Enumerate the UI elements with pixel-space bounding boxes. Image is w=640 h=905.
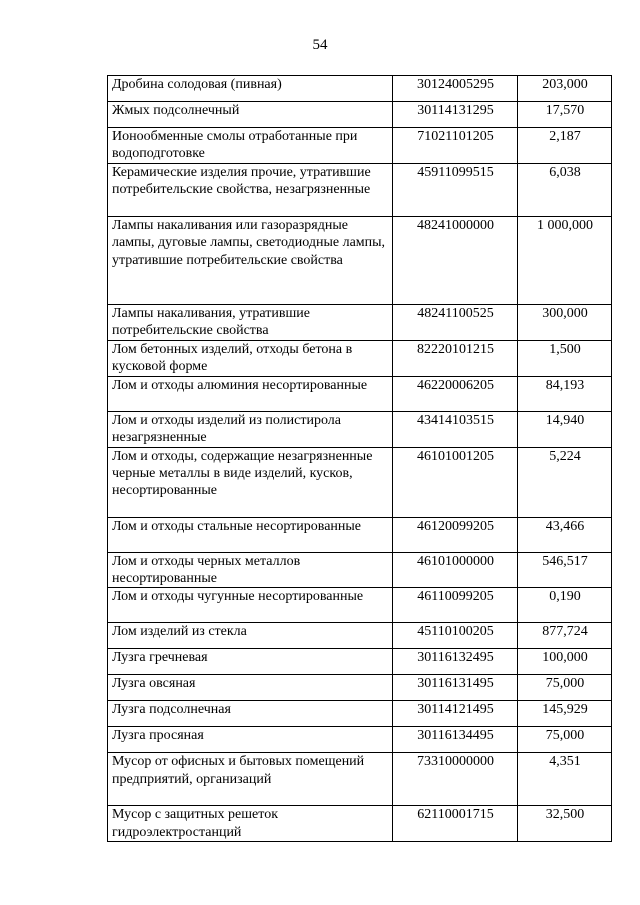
waste-code-cell: 46101001205 — [393, 447, 518, 517]
table-row — [108, 217, 612, 305]
waste-code-cell: 30124005295 — [393, 76, 518, 102]
waste-value-cell: 546,517 — [518, 552, 612, 588]
waste-code-cell: 73310000000 — [393, 753, 518, 806]
waste-name-cell: Мусор с защитных решеток гидроэлектростанций — [108, 806, 393, 842]
waste-code-cell: 30116134495 — [393, 727, 518, 753]
waste-value-cell: 17,570 — [518, 102, 612, 128]
table-row — [108, 753, 612, 806]
waste-value-cell: 14,940 — [518, 411, 612, 447]
waste-name-cell: Лом и отходы алюминия несортированные — [108, 376, 393, 411]
waste-code-cell: 30116131495 — [393, 675, 518, 701]
waste-name-cell: Лузга овсяная — [108, 675, 393, 701]
waste-value-cell: 4,351 — [518, 753, 612, 806]
waste-name-cell: Лом и отходы чугунные несортированные — [108, 588, 393, 623]
waste-name-cell: Лампы накаливания или газоразрядные лампы, дуговые лампы, светодиодные лампы, утратившие потребительские свойства — [108, 217, 393, 305]
waste-name-cell: Лом и отходы, содержащие незагрязненные черные металлы в виде изделий, кусков, несортированные — [108, 447, 393, 517]
table-row — [108, 164, 612, 217]
waste-code-cell: 30114131295 — [393, 102, 518, 128]
page-number: 54 — [312, 37, 328, 53]
table-row — [108, 649, 612, 675]
waste-value-cell: 203,000 — [518, 76, 612, 102]
waste-code-cell: 45110100205 — [393, 623, 518, 649]
waste-name-cell: Лом и отходы черных металлов несортированные — [108, 552, 393, 588]
waste-code-cell: 48241000000 — [393, 217, 518, 305]
waste-name-cell: Лом и отходы изделий из полистирола незагрязненные — [108, 411, 393, 447]
waste-code-cell: 30116132495 — [393, 649, 518, 675]
waste-code-cell: 46220006205 — [393, 376, 518, 411]
waste-name-cell: Жмых подсолнечный — [108, 102, 393, 128]
waste-name-cell: Лом бетонных изделий, отходы бетона в кусковой форме — [108, 341, 393, 377]
table-row — [108, 806, 612, 842]
table-row — [108, 727, 612, 753]
table-row — [108, 701, 612, 727]
table-row — [108, 588, 612, 623]
waste-code-cell: 43414103515 — [393, 411, 518, 447]
waste-name-cell: Лузга просяная — [108, 727, 393, 753]
waste-value-cell: 75,000 — [518, 727, 612, 753]
table-row — [108, 675, 612, 701]
waste-value-cell: 2,187 — [518, 128, 612, 164]
waste-name-cell: Лузга подсолнечная — [108, 701, 393, 727]
waste-value-cell: 100,000 — [518, 649, 612, 675]
waste-code-cell: 30114121495 — [393, 701, 518, 727]
table-row — [108, 376, 612, 411]
waste-value-cell: 84,193 — [518, 376, 612, 411]
table-row — [108, 305, 612, 341]
waste-code-cell: 82220101215 — [393, 341, 518, 377]
waste-code-cell: 46101000000 — [393, 552, 518, 588]
waste-table — [107, 75, 612, 842]
waste-value-cell: 75,000 — [518, 675, 612, 701]
waste-name-cell: Лузга гречневая — [108, 649, 393, 675]
waste-code-cell: 62110001715 — [393, 806, 518, 842]
table-row — [108, 517, 612, 552]
waste-value-cell: 1 000,000 — [518, 217, 612, 305]
waste-code-cell: 71021101205 — [393, 128, 518, 164]
waste-value-cell: 877,724 — [518, 623, 612, 649]
waste-name-cell: Ионообменные смолы отработанные при водоподготовке — [108, 128, 393, 164]
table-row — [108, 447, 612, 517]
waste-name-cell: Лампы накаливания, утратившие потребительские свойства — [108, 305, 393, 341]
waste-value-cell: 300,000 — [518, 305, 612, 341]
waste-code-cell: 48241100525 — [393, 305, 518, 341]
waste-name-cell: Мусор от офисных и бытовых помещений предприятий, организаций — [108, 753, 393, 806]
waste-value-cell: 32,500 — [518, 806, 612, 842]
table-row — [108, 76, 612, 102]
waste-name-cell: Лом изделий из стекла — [108, 623, 393, 649]
waste-code-cell: 45911099515 — [393, 164, 518, 217]
waste-value-cell: 0,190 — [518, 588, 612, 623]
waste-value-cell: 145,929 — [518, 701, 612, 727]
table-row — [108, 411, 612, 447]
waste-name-cell: Керамические изделия прочие, утратившие потребительские свойства, незагрязненные — [108, 164, 393, 217]
table-row — [108, 128, 612, 164]
waste-value-cell: 1,500 — [518, 341, 612, 377]
table-row — [108, 552, 612, 588]
table-row — [108, 623, 612, 649]
waste-code-cell: 46120099205 — [393, 517, 518, 552]
table-row — [108, 102, 612, 128]
waste-name-cell: Лом и отходы стальные несортированные — [108, 517, 393, 552]
waste-name-cell: Дробина солодовая (пивная) — [108, 76, 393, 102]
waste-value-cell: 6,038 — [518, 164, 612, 217]
waste-table-body — [108, 76, 612, 842]
table-row — [108, 341, 612, 377]
waste-value-cell: 43,466 — [518, 517, 612, 552]
waste-value-cell: 5,224 — [518, 447, 612, 517]
waste-code-cell: 46110099205 — [393, 588, 518, 623]
